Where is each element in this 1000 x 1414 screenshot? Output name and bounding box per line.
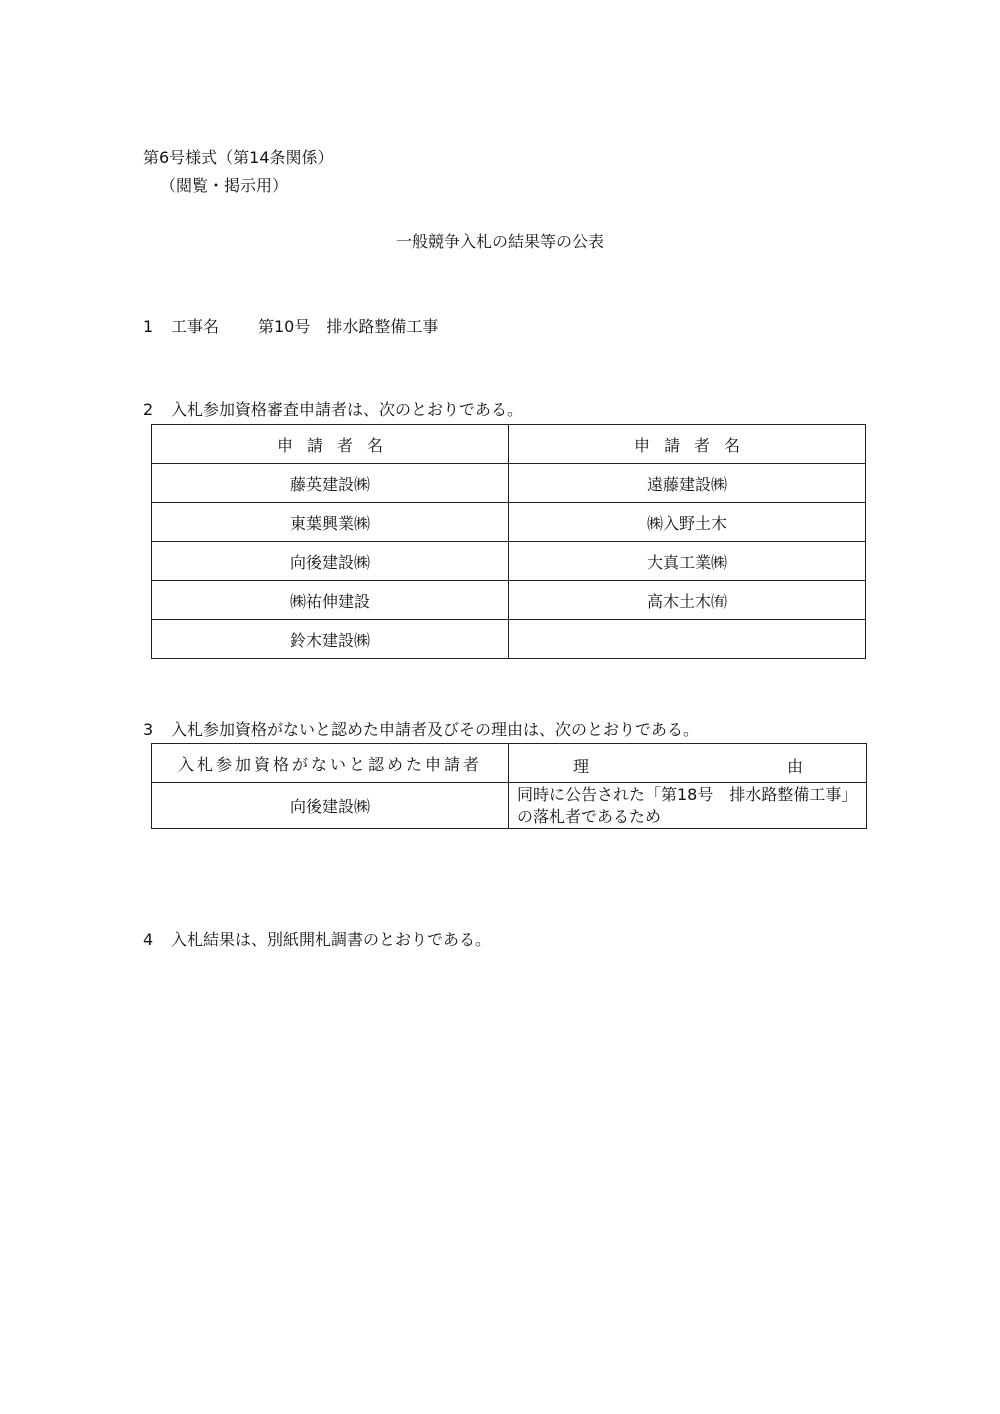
usage-note: （閲覧・掲示用） xyxy=(160,176,289,195)
section-4-heading xyxy=(143,930,491,950)
table-row xyxy=(152,464,866,503)
applicant-cell: ㈱入野土木 xyxy=(509,503,866,542)
section-number: 3 xyxy=(143,720,154,739)
table-row xyxy=(152,503,866,542)
table-row xyxy=(152,620,866,659)
table-header-row xyxy=(152,425,866,464)
applicant-cell: 東葉興業㈱ xyxy=(152,503,509,542)
applicant-cell: 向後建設㈱ xyxy=(152,542,509,581)
section-number: 4 xyxy=(143,930,154,949)
applicant-cell: 遠藤建設㈱ xyxy=(509,464,866,503)
section-number: 1 xyxy=(143,317,154,336)
applicant-cell: 鈴木建設㈱ xyxy=(152,620,509,659)
applicant-cell: 高木土木㈲ xyxy=(509,581,866,620)
column-header-reason xyxy=(509,744,867,783)
disqualified-applicant-cell: 向後建設㈱ xyxy=(152,783,509,829)
reason-header-char-1: 理 xyxy=(573,757,590,776)
table-row xyxy=(152,783,867,829)
construction-name-label: 工事名 xyxy=(171,317,220,336)
section-3-heading xyxy=(143,720,699,740)
section-text: 入札参加資格がないと認めた申請者及びその理由は、次のとおりである。 xyxy=(171,720,700,739)
applicant-cell: ㈱祐伸建設 xyxy=(152,581,509,620)
section-2-heading xyxy=(143,400,523,420)
column-header: 申請者名 xyxy=(509,425,866,464)
section-text: 入札結果は、別紙開札調書のとおりである。 xyxy=(171,930,492,949)
section-1-construction-name xyxy=(143,317,438,337)
applicants-table xyxy=(151,424,866,659)
column-header-applicant: 入札参加資格がないと認めた申請者 xyxy=(152,744,509,783)
table-row xyxy=(152,542,866,581)
section-number: 2 xyxy=(143,400,154,419)
document-title: 一般競争入札の結果等の公表 xyxy=(395,232,604,251)
table-header-row xyxy=(152,744,867,783)
disqualified-table xyxy=(151,743,867,829)
section-text: 入札参加資格審査申請者は、次のとおりである。 xyxy=(171,400,524,419)
table-row xyxy=(152,581,866,620)
applicant-cell: 藤英建設㈱ xyxy=(152,464,509,503)
applicant-cell: 大真工業㈱ xyxy=(509,542,866,581)
applicant-cell-empty xyxy=(509,620,866,659)
construction-name-value: 第10号 排水路整備工事 xyxy=(258,317,439,336)
reason-header-char-2: 由 xyxy=(787,757,804,776)
column-header: 申請者名 xyxy=(152,425,509,464)
reason-cell: 同時に公告された「第18号 排水路整備工事」の落札者であるため xyxy=(509,783,867,829)
form-number: 第6号様式（第14条関係） xyxy=(143,148,334,167)
